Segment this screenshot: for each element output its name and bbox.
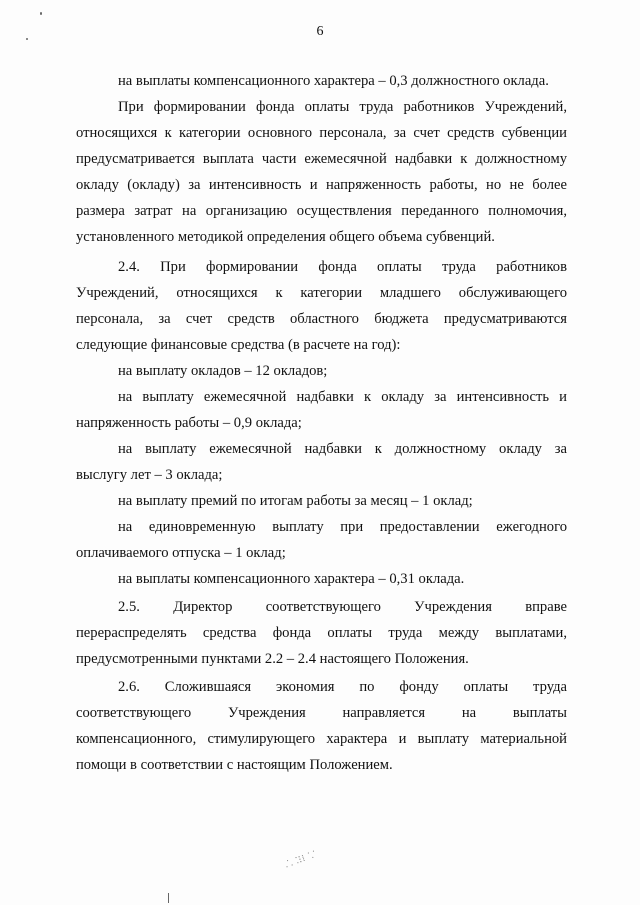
text-line: на выплаты компенсационного характера – 0,3 должностного оклада.	[118, 73, 549, 89]
text-line: 2.6. Сложившаяся экономия по фонду оплаты труда	[118, 679, 567, 695]
text-line: на выплаты компенсационного характера – 0,31 оклада.	[118, 571, 465, 587]
text-line: на выплату премий по итогам работы за месяц – 1 оклад;	[118, 493, 473, 509]
text-line: относящихся к категории основного персонала, за счет средств субвенции	[76, 125, 567, 141]
text-line: размера затрат на организацию осуществления переданного полномочия,	[76, 203, 567, 219]
text-line: перераспределять средства фонда оплаты труда между выплатами,	[76, 625, 567, 641]
text-line: персонала, за счет средств областного бюджета предусматриваются	[76, 311, 567, 327]
text-line: Учреждений, относящихся к категории младшего обслуживающего	[76, 285, 567, 301]
text-line: соответствующего Учреждения направляется на выплаты	[76, 705, 567, 721]
text-line: напряженность работы – 0,9 оклада;	[76, 415, 302, 431]
text-line: на выплату ежемесячной надбавки к окладу за интенсивность и	[118, 389, 567, 405]
text-line: помощи в соответствии с настоящим Положением.	[76, 757, 393, 773]
scan-speck	[26, 38, 28, 40]
text-line: предусмотренными пунктами 2.2 – 2.4 настоящего Положения.	[76, 651, 469, 667]
text-line: на выплату ежемесячной надбавки к должностному окладу за	[118, 441, 567, 457]
text-line: на единовременную выплату при предоставлении ежегодного	[118, 519, 567, 535]
scan-speck	[40, 12, 42, 15]
text-line: При формировании фонда оплаты труда работников Учреждений,	[118, 99, 567, 115]
text-line: предусматривается выплата части ежемесячной надбавки к должностному	[76, 151, 567, 167]
scan-smudge: ⸫ ⁚⁝⁞ ⸪	[283, 848, 319, 870]
scan-speck	[168, 893, 169, 903]
text-line: выслугу лет – 3 оклада;	[76, 467, 223, 483]
text-line: установленного методикой определения общего объема субвенций.	[76, 229, 495, 245]
page-number: 6	[316, 24, 324, 39]
text-line: компенсационного, стимулирующего характера и выплату материальной	[76, 731, 567, 747]
text-line: на выплату окладов – 12 окладов;	[118, 363, 328, 379]
text-line: оплачиваемого отпуска – 1 оклад;	[76, 545, 286, 561]
text-line: окладу (окладу) за интенсивность и напряженность работы, но не более	[76, 177, 567, 193]
text-line: следующие финансовые средства (в расчете на год):	[76, 337, 401, 353]
text-line: 2.4. При формировании фонда оплаты труда работников	[118, 259, 567, 275]
text-line: 2.5. Директор соответствующего Учреждения вправе	[118, 599, 567, 615]
